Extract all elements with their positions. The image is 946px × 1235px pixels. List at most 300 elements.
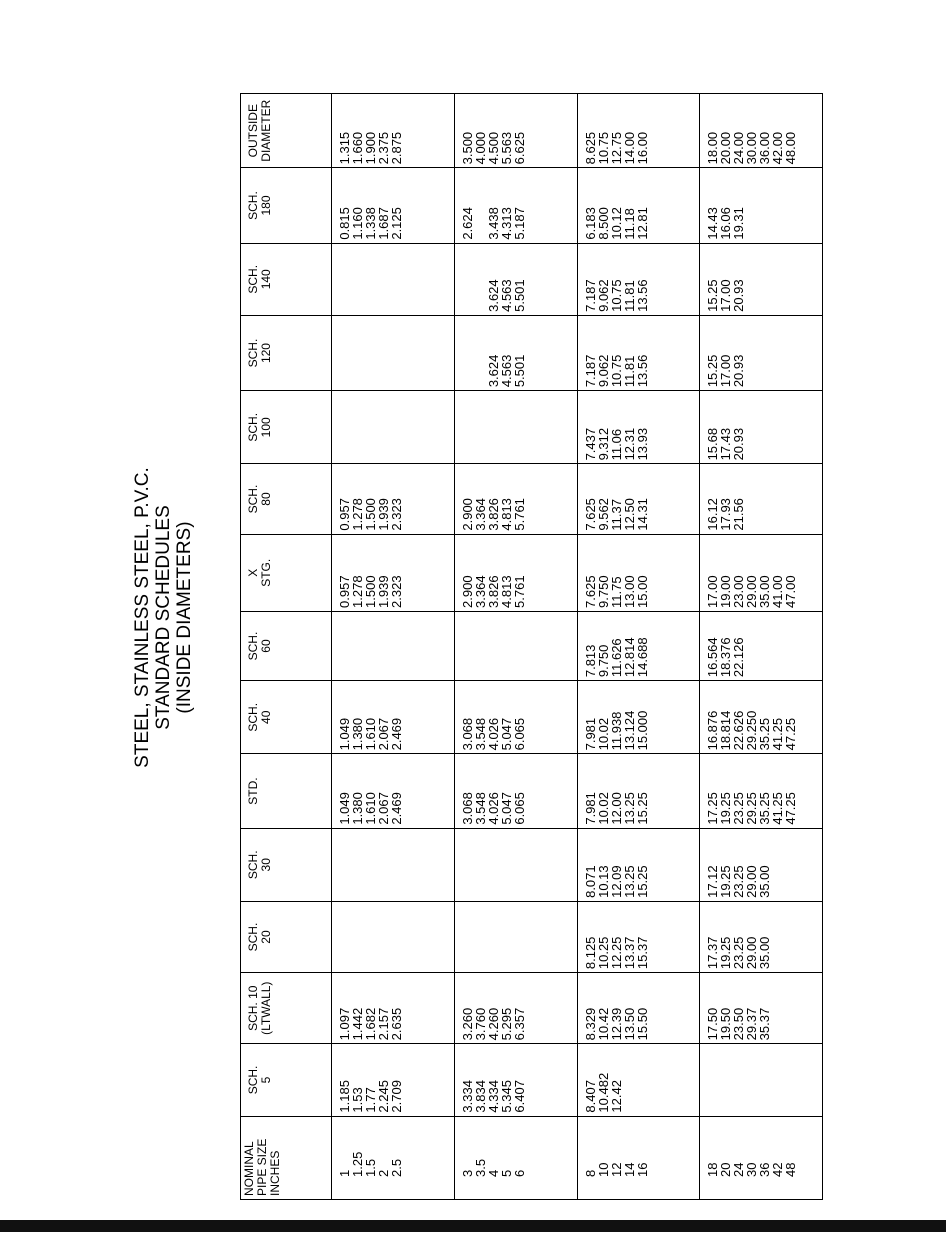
diameter-value: 11.81 — [621, 355, 637, 388]
diameter-value: 20.93 — [731, 427, 747, 461]
diameter-value: 17.37 — [705, 936, 721, 970]
header-nominal — [241, 1116, 332, 1199]
header-line: 60 — [259, 639, 273, 653]
diameter-value: 41.25 — [770, 717, 786, 751]
diameter-value: 10.482 — [595, 1072, 611, 1113]
diameter-value: 9.750 — [595, 644, 611, 678]
diameter-value: 1.185 — [337, 1080, 352, 1113]
diameter-value: 0.957 — [337, 575, 352, 608]
diameter-value: 7.625 — [582, 575, 598, 608]
diameter-value: 1.77 — [363, 1087, 378, 1113]
diameter-value: 3.624 — [485, 354, 501, 388]
diameter-value: 20.00 — [718, 131, 734, 165]
diameter-value: 35.00 — [757, 575, 773, 608]
diameter-value: 9.312 — [595, 427, 611, 461]
nominal-size-value: 6 — [511, 1169, 527, 1177]
schedule-cell — [700, 391, 823, 464]
diameter-value: 3.760 — [472, 1007, 488, 1041]
diameter-value: 13.56 — [634, 354, 650, 388]
group-row — [577, 94, 700, 1200]
header-nominal-line: NOMINAL — [242, 1141, 256, 1196]
diameter-value: 9.062 — [595, 354, 611, 388]
header-line: STD. — [246, 777, 260, 805]
header-sch180 — [241, 168, 332, 243]
nominal-size-value: 48 — [783, 1162, 799, 1177]
diameter-value: 12.25 — [608, 936, 624, 970]
diameter-value: 7.187 — [582, 279, 598, 312]
schedule-cell — [700, 464, 823, 534]
diameter-value: 5.187 — [511, 207, 527, 240]
diameter-value: 2.875 — [389, 131, 404, 165]
schedule-cell — [332, 94, 455, 168]
diameter-value: 3.548 — [472, 717, 488, 751]
header-line: SCH. — [246, 264, 260, 294]
schedule-cell — [454, 754, 577, 828]
schedule-cell — [454, 94, 577, 168]
schedule-cell — [454, 901, 577, 972]
diameter-value: 20.93 — [731, 354, 747, 388]
diameter-value: 19.25 — [718, 792, 734, 825]
diameter-value: 3.500 — [459, 131, 475, 165]
diameter-value: 11.81 — [621, 280, 637, 312]
diameter-value: 15.25 — [634, 865, 650, 898]
diameter-value: 5.295 — [498, 1007, 514, 1041]
header-nominal-line: INCHES — [268, 1150, 282, 1196]
diameter-value: 1.380 — [350, 717, 365, 751]
diameter-value: 4.026 — [485, 717, 501, 751]
nominal-size-value: 3.5 — [472, 1158, 488, 1177]
header-nominal-line: PIPE SIZE — [255, 1138, 269, 1196]
diameter-value: 35.25 — [757, 717, 773, 751]
page-title — [132, 0, 195, 1235]
diameter-value: 6.625 — [511, 131, 527, 165]
diameter-value: 12.814 — [621, 637, 637, 678]
diameter-value: 18.376 — [718, 637, 734, 678]
diameter-value: 3.624 — [485, 279, 501, 312]
schedule-cell — [454, 534, 577, 611]
diameter-value: 0.815 — [337, 207, 352, 240]
diameter-value: 1.900 — [363, 131, 378, 165]
diameter-value: 12.31 — [621, 427, 637, 461]
diameter-value: 6.407 — [511, 1080, 527, 1113]
diameter-value: 7.981 — [582, 792, 598, 825]
diameter-value: 10.02 — [595, 792, 611, 825]
schedule-cell — [332, 754, 455, 828]
diameter-value: 2.635 — [389, 1007, 404, 1041]
diameter-value: 5.345 — [498, 1080, 514, 1113]
diameter-value: 4.313 — [498, 207, 514, 240]
diameter-value: 8.500 — [595, 207, 611, 240]
diameter-value: 10.42 — [595, 1007, 611, 1041]
diameter-value: 47.00 — [783, 575, 799, 608]
diameter-value: 7.981 — [582, 717, 598, 751]
header-line: 40 — [259, 710, 273, 724]
header-sch120 — [241, 315, 332, 390]
nominal-size-value: 12 — [608, 1162, 624, 1177]
diameter-value: 3.068 — [459, 792, 475, 825]
nominal-size-value: 1 — [337, 1169, 352, 1177]
diameter-value: 29.00 — [744, 936, 760, 970]
diameter-value: 0.957 — [337, 498, 352, 531]
schedule-cell — [700, 754, 823, 828]
nominal-size-value: 20 — [718, 1162, 734, 1177]
diameter-value: 10.13 — [595, 865, 611, 898]
schedule-cell — [577, 243, 700, 315]
schedule-cell — [454, 828, 577, 901]
diameter-value: 3.364 — [472, 498, 488, 531]
diameter-value: 19.25 — [718, 865, 734, 898]
diameter-value — [474, 168, 487, 239]
header-line: SCH. — [246, 1065, 260, 1095]
schedule-cell — [700, 315, 823, 390]
diameter-value: 15.25 — [634, 792, 650, 825]
schedule-cell — [577, 611, 700, 680]
diameter-value: 1.500 — [363, 575, 378, 608]
diameter-value: 35.25 — [757, 792, 773, 825]
diameter-value: 12.39 — [608, 1007, 624, 1041]
diameter-value: 16.876 — [705, 710, 721, 751]
nominal-size-value: 14 — [621, 1162, 637, 1177]
diameter-value: 23.25 — [731, 936, 747, 970]
diameter-value: 29.25 — [744, 792, 760, 825]
diameter-value: 9.562 — [595, 498, 611, 531]
diameter-value: 7.813 — [582, 644, 598, 678]
schedule-cell — [332, 391, 455, 464]
diameter-value: 20.93 — [731, 279, 747, 312]
header-line: 30 — [259, 858, 273, 872]
diameter-value: 8.407 — [582, 1080, 598, 1113]
schedule-cell — [577, 973, 700, 1044]
schedule-cell — [577, 754, 700, 828]
diameter-value: 11.75 — [608, 576, 624, 608]
header-line: 180 — [259, 195, 273, 216]
diameter-value: 36.00 — [757, 131, 773, 165]
diameter-value: 2.469 — [389, 792, 404, 825]
diameter-value: 19.00 — [718, 575, 734, 608]
diameter-value: 30.00 — [744, 131, 760, 165]
header-sch80 — [241, 464, 332, 534]
schedule-cell — [454, 973, 577, 1044]
diameter-value: 1.278 — [350, 575, 365, 608]
diameter-value: 1.682 — [363, 1007, 378, 1041]
title-line-2: STANDARD SCHEDULES — [153, 505, 174, 730]
diameter-value: 3.826 — [485, 498, 501, 531]
diameter-value: 11.626 — [608, 638, 624, 678]
header-line: SCH. — [246, 412, 260, 442]
nominal-size-cell — [577, 1116, 700, 1199]
diameter-value: 13.37 — [621, 936, 637, 970]
diameter-value: 4.334 — [485, 1080, 501, 1113]
diameter-value: 13.00 — [621, 575, 637, 608]
diameter-value: 12.50 — [621, 498, 637, 531]
schedule-cell — [700, 168, 823, 243]
diameter-value: 15.000 — [634, 710, 650, 751]
diameter-value — [461, 316, 474, 387]
schedule-cell — [332, 464, 455, 534]
diameter-value: 3.548 — [472, 792, 488, 825]
diameter-value: 7.187 — [582, 354, 598, 388]
diameter-value: 15.68 — [705, 427, 721, 461]
diameter-value: 1.380 — [350, 792, 365, 825]
diameter-value: 18.814 — [718, 710, 734, 751]
schedule-cell — [577, 168, 700, 243]
diameter-value: 2.067 — [376, 792, 391, 825]
diameter-value: 35.37 — [757, 1007, 773, 1041]
diameter-value: 2.157 — [376, 1007, 391, 1041]
header-line: SCH. — [246, 702, 260, 732]
diameter-value: 16.06 — [718, 207, 734, 240]
schedule-cell — [454, 315, 577, 390]
diameter-value: 4.026 — [485, 792, 501, 825]
diameter-value: 2.375 — [376, 131, 391, 165]
diameter-value: 15.25 — [705, 279, 721, 312]
schedule-cell — [454, 168, 577, 243]
diameter-value: 48.00 — [783, 131, 799, 165]
diameter-value: 2.323 — [389, 498, 404, 531]
schedule-cell — [454, 464, 577, 534]
diameter-value: 42.00 — [770, 131, 786, 165]
schedule-cell — [577, 391, 700, 464]
diameter-value: 3.260 — [459, 1007, 475, 1041]
diameter-value: 3.364 — [472, 575, 488, 608]
nominal-size-value: 36 — [757, 1162, 773, 1177]
schedule-cell — [577, 534, 700, 611]
schedule-cell — [700, 828, 823, 901]
schedule-cell — [700, 94, 823, 168]
diameter-value: 14.00 — [621, 131, 637, 165]
diameter-value: 8.625 — [582, 131, 598, 165]
schedule-cell — [700, 534, 823, 611]
diameter-value: 47.25 — [783, 792, 799, 825]
diameter-value: 1.660 — [350, 131, 365, 165]
diameter-value: 11.938 — [608, 711, 624, 751]
nominal-size-value: 24 — [731, 1162, 747, 1177]
diameter-value: 15.50 — [634, 1007, 650, 1041]
schedule-cell — [332, 611, 455, 680]
diameter-value: 1.687 — [376, 207, 391, 240]
diameter-value: 35.00 — [757, 865, 773, 898]
header-line: STG. — [259, 558, 273, 587]
diameter-value: 13.25 — [621, 792, 637, 825]
header-sch100 — [241, 391, 332, 464]
diameter-value: 21.56 — [731, 498, 747, 531]
diameter-value: 16.00 — [634, 131, 650, 165]
diameter-value: 19.31 — [731, 207, 747, 240]
diameter-value: 16.12 — [705, 498, 721, 531]
diameter-value: 7.625 — [582, 498, 598, 531]
diameter-value: 14.43 — [705, 207, 721, 240]
diameter-value: 1.610 — [363, 792, 378, 825]
schedule-cell — [332, 973, 455, 1044]
schedule-cell — [577, 315, 700, 390]
nominal-size-cell — [332, 1116, 455, 1199]
diameter-value: 1.097 — [337, 1007, 352, 1041]
nominal-size-value: 5 — [498, 1169, 514, 1177]
diameter-value: 23.25 — [731, 865, 747, 898]
header-row — [241, 94, 332, 1200]
group-row — [454, 94, 577, 1200]
nominal-size-value: 18 — [705, 1162, 721, 1177]
header-line: 120 — [259, 343, 273, 364]
nominal-size-value: 4 — [485, 1169, 501, 1177]
nominal-size-value: 3 — [459, 1169, 475, 1177]
diameter-value: 41.25 — [770, 792, 786, 825]
diameter-value: 1.53 — [350, 1087, 365, 1113]
header-std — [241, 754, 332, 828]
diameter-value: 11.06 — [608, 428, 624, 461]
diameter-value: 1.442 — [350, 1007, 365, 1041]
diameter-value: 5.501 — [511, 354, 527, 388]
schedule-cell — [332, 315, 455, 390]
diameter-value: 41.00 — [770, 575, 786, 608]
diameter-value: 3.826 — [485, 575, 501, 608]
diameter-value: 1.049 — [337, 717, 352, 751]
schedule-cell — [332, 243, 455, 315]
diameter-value: 4.563 — [498, 279, 514, 312]
schedule-cell — [700, 1044, 823, 1116]
diameter-value — [461, 244, 474, 312]
header-line: 140 — [259, 269, 273, 290]
diameter-value — [474, 244, 487, 312]
diameter-value: 1.160 — [350, 207, 365, 240]
header-line: X — [246, 568, 260, 577]
diameter-value: 17.93 — [718, 498, 734, 531]
header-line: 5 — [259, 1076, 273, 1084]
diameter-value: 12.81 — [634, 207, 650, 240]
diameter-value: 1.500 — [363, 498, 378, 531]
diameter-value: 5.047 — [498, 717, 514, 751]
schedule-cell — [700, 901, 823, 972]
header-line: (LTWALL) — [259, 981, 273, 1035]
diameter-value: 8.071 — [582, 865, 598, 898]
title-line-1: STEEL, STAINLESS STEEL, P.V.C. — [132, 467, 153, 768]
schedule-cell — [332, 901, 455, 972]
diameter-value: 1.315 — [337, 131, 352, 165]
diameter-value: 4.813 — [498, 575, 514, 608]
diameter-value: 11.37 — [608, 499, 624, 531]
diameter-value: 12.00 — [608, 792, 624, 825]
diameter-value: 11.18 — [621, 208, 637, 240]
diameter-value: 23.00 — [731, 575, 747, 608]
group-row — [332, 94, 455, 1200]
diameter-value — [474, 316, 487, 387]
diameter-value: 5.047 — [498, 792, 514, 825]
diameter-value: 1.939 — [376, 498, 391, 531]
diameter-value: 2.067 — [376, 717, 391, 751]
diameter-value: 1.610 — [363, 717, 378, 751]
header-line: SCH. 10 — [246, 985, 260, 1031]
diameter-value: 24.00 — [731, 131, 747, 165]
header-line: SCH. — [246, 631, 260, 661]
diameter-value: 2.900 — [459, 575, 475, 608]
schedule-cell — [454, 1044, 577, 1116]
diameter-value: 4.813 — [498, 498, 514, 531]
diameter-value: 1.939 — [376, 575, 391, 608]
diameter-value: 10.02 — [595, 717, 611, 751]
diameter-value: 13.124 — [621, 710, 637, 751]
diameter-value: 2.245 — [376, 1080, 391, 1113]
diameter-value: 1.338 — [363, 207, 378, 240]
group-row — [700, 94, 823, 1200]
diameter-value: 13.50 — [621, 1007, 637, 1041]
diameter-value: 6.065 — [511, 717, 527, 751]
diameter-value: 22.126 — [731, 637, 747, 678]
diameter-value: 15.37 — [634, 936, 650, 970]
diameter-value: 13.56 — [634, 279, 650, 312]
diameter-value: 17.00 — [718, 279, 734, 312]
header-line: DIAMETER — [259, 99, 273, 162]
nominal-size-value: 2.5 — [389, 1158, 404, 1177]
nominal-size-cell — [454, 1116, 577, 1199]
diameter-value: 6.065 — [511, 792, 527, 825]
diameter-value: 17.00 — [705, 575, 721, 608]
title-line-3: (INSIDE DIAMETERS) — [174, 521, 195, 714]
diameter-value: 6.183 — [582, 207, 598, 240]
pipe-schedule-table — [240, 93, 823, 1200]
diameter-value: 18.00 — [705, 131, 721, 165]
nominal-size-value: 42 — [770, 1162, 786, 1177]
diameter-value: 8.329 — [582, 1007, 598, 1041]
header-line: SCH. — [246, 338, 260, 368]
schedule-cell — [332, 681, 455, 754]
diameter-value: 2.900 — [459, 498, 475, 531]
schedule-cell — [577, 1044, 700, 1116]
header-line: SCH. — [246, 484, 260, 514]
nominal-size-cell — [700, 1116, 823, 1199]
diameter-value: 23.25 — [731, 792, 747, 825]
diameter-value: 10.12 — [608, 207, 624, 240]
header-line: OUTSIDE — [246, 104, 260, 158]
diameter-value: 4.000 — [472, 131, 488, 165]
diameter-value: 2.323 — [389, 575, 404, 608]
table-body — [332, 94, 823, 1200]
diameter-value: 5.501 — [511, 279, 527, 312]
diameter-value: 9.062 — [595, 279, 611, 312]
diameter-value: 29.250 — [744, 710, 760, 751]
diameter-value: 29.37 — [744, 1007, 760, 1041]
diameter-value: 10.75 — [608, 279, 624, 312]
diameter-value: 3.068 — [459, 717, 475, 751]
diameter-value: 2.469 — [389, 717, 404, 751]
nominal-size-value: 16 — [634, 1162, 650, 1177]
diameter-value: 17.25 — [705, 792, 721, 825]
schedule-cell — [454, 681, 577, 754]
diameter-value: 12.42 — [608, 1080, 624, 1113]
header-sch10 — [241, 973, 332, 1044]
diameter-value: 19.25 — [718, 936, 734, 970]
diameter-value: 13.25 — [621, 865, 637, 898]
schedule-cell — [454, 243, 577, 315]
schedule-cell — [577, 901, 700, 972]
header-line: SCH. — [246, 191, 260, 220]
diameter-value: 17.50 — [705, 1007, 721, 1041]
diameter-value: 3.334 — [459, 1080, 475, 1113]
diameter-value: 3.834 — [472, 1080, 488, 1113]
header-sch60 — [241, 611, 332, 680]
schedule-cell — [332, 828, 455, 901]
diameter-value: 10.75 — [608, 354, 624, 388]
diameter-value: 2.125 — [389, 207, 404, 240]
schedule-cell — [700, 243, 823, 315]
header-xstg — [241, 534, 332, 611]
diameter-value: 12.75 — [608, 131, 624, 165]
header-line: 20 — [259, 930, 273, 944]
diameter-value: 35.00 — [757, 936, 773, 970]
header-sch20 — [241, 901, 332, 972]
diameter-value: 10.25 — [595, 936, 611, 970]
diameter-value: 4.500 — [485, 131, 501, 165]
scan-bottom-edge — [0, 1220, 946, 1232]
